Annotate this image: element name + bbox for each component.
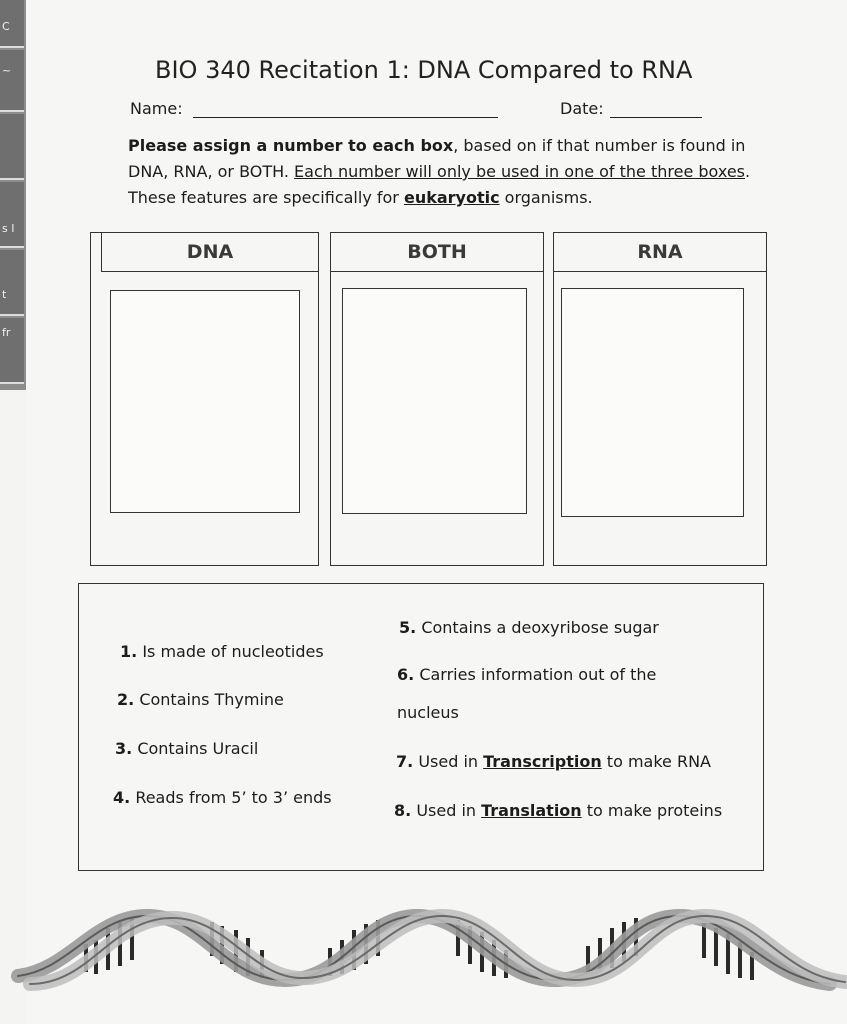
name-label: Name:: [130, 99, 183, 118]
date-label: Date:: [560, 99, 604, 118]
item-number: 4.: [113, 788, 131, 807]
instructions-underlined: Each number will only be used in one of the three boxes: [294, 162, 746, 181]
side-tab-label: ~: [2, 64, 12, 77]
side-tab-1[interactable]: [0, 0, 24, 48]
side-tab-label: t: [2, 288, 7, 301]
list-item-continuation: nucleus: [397, 703, 459, 722]
side-tab-label: s I: [2, 222, 15, 235]
item-text: Is made of nucleotides: [142, 642, 324, 661]
item-text: to make proteins: [581, 801, 723, 820]
item-number: 2.: [117, 690, 135, 709]
instructions: [128, 133, 768, 211]
item-number: 7.: [396, 752, 414, 771]
both-column-header: BOTH: [330, 232, 544, 272]
item-text: Used in: [416, 801, 482, 820]
page-title: BIO 340 Recitation 1: DNA Compared to RNA: [155, 56, 693, 84]
helix-backbone: [18, 916, 845, 984]
name-field-line[interactable]: [193, 117, 498, 118]
item-number: 6.: [397, 665, 415, 684]
list-item: [113, 788, 332, 807]
side-tab-label: fr: [2, 326, 11, 339]
side-tab-label: C: [2, 20, 10, 33]
dna-helix-illustration: [0, 900, 847, 1000]
rna-answer-box[interactable]: [561, 288, 744, 517]
dna-answer-box[interactable]: [110, 290, 300, 513]
list-item: [399, 618, 659, 637]
both-answer-box[interactable]: [342, 288, 527, 514]
item-text: to make RNA: [601, 752, 711, 771]
instructions-keyword: eukaryotic: [403, 188, 500, 207]
side-tab-5[interactable]: [0, 250, 24, 316]
instructions-text: . These features are specifically for: [128, 162, 751, 207]
list-item: [120, 642, 324, 661]
side-tab-2[interactable]: [0, 50, 24, 112]
instructions-text: organisms.: [499, 188, 593, 207]
item-number: 3.: [115, 739, 133, 758]
item-number: 8.: [394, 801, 412, 820]
item-keyword: Translation: [481, 801, 582, 820]
instructions-bold-lead: Please assign a number to each box: [128, 136, 454, 155]
item-number: 5.: [399, 618, 417, 637]
list-item: [394, 801, 722, 820]
item-text: Contains Uracil: [137, 739, 259, 758]
list-item: [117, 690, 284, 709]
list-item: [397, 665, 656, 684]
side-tab-6[interactable]: [0, 318, 24, 384]
item-text: Contains a deoxyribose sugar: [421, 618, 659, 637]
item-text: Contains Thymine: [139, 690, 284, 709]
side-tab-3[interactable]: [0, 114, 24, 180]
item-text: Used in: [418, 752, 484, 771]
item-text: Carries information out of the: [419, 665, 657, 684]
side-tab-4[interactable]: [0, 182, 24, 248]
dna-column-header: DNA: [101, 232, 319, 272]
item-keyword: Transcription: [483, 752, 602, 771]
date-field-line[interactable]: [610, 117, 702, 118]
list-item: [396, 752, 711, 771]
list-item: [115, 739, 258, 758]
item-number: 1.: [120, 642, 138, 661]
rna-column-header: RNA: [553, 232, 767, 272]
item-text: Reads from 5’ to 3’ ends: [135, 788, 332, 807]
instructions-text: , based on if that number is found in DNA, RNA, or BOTH.: [128, 136, 746, 181]
